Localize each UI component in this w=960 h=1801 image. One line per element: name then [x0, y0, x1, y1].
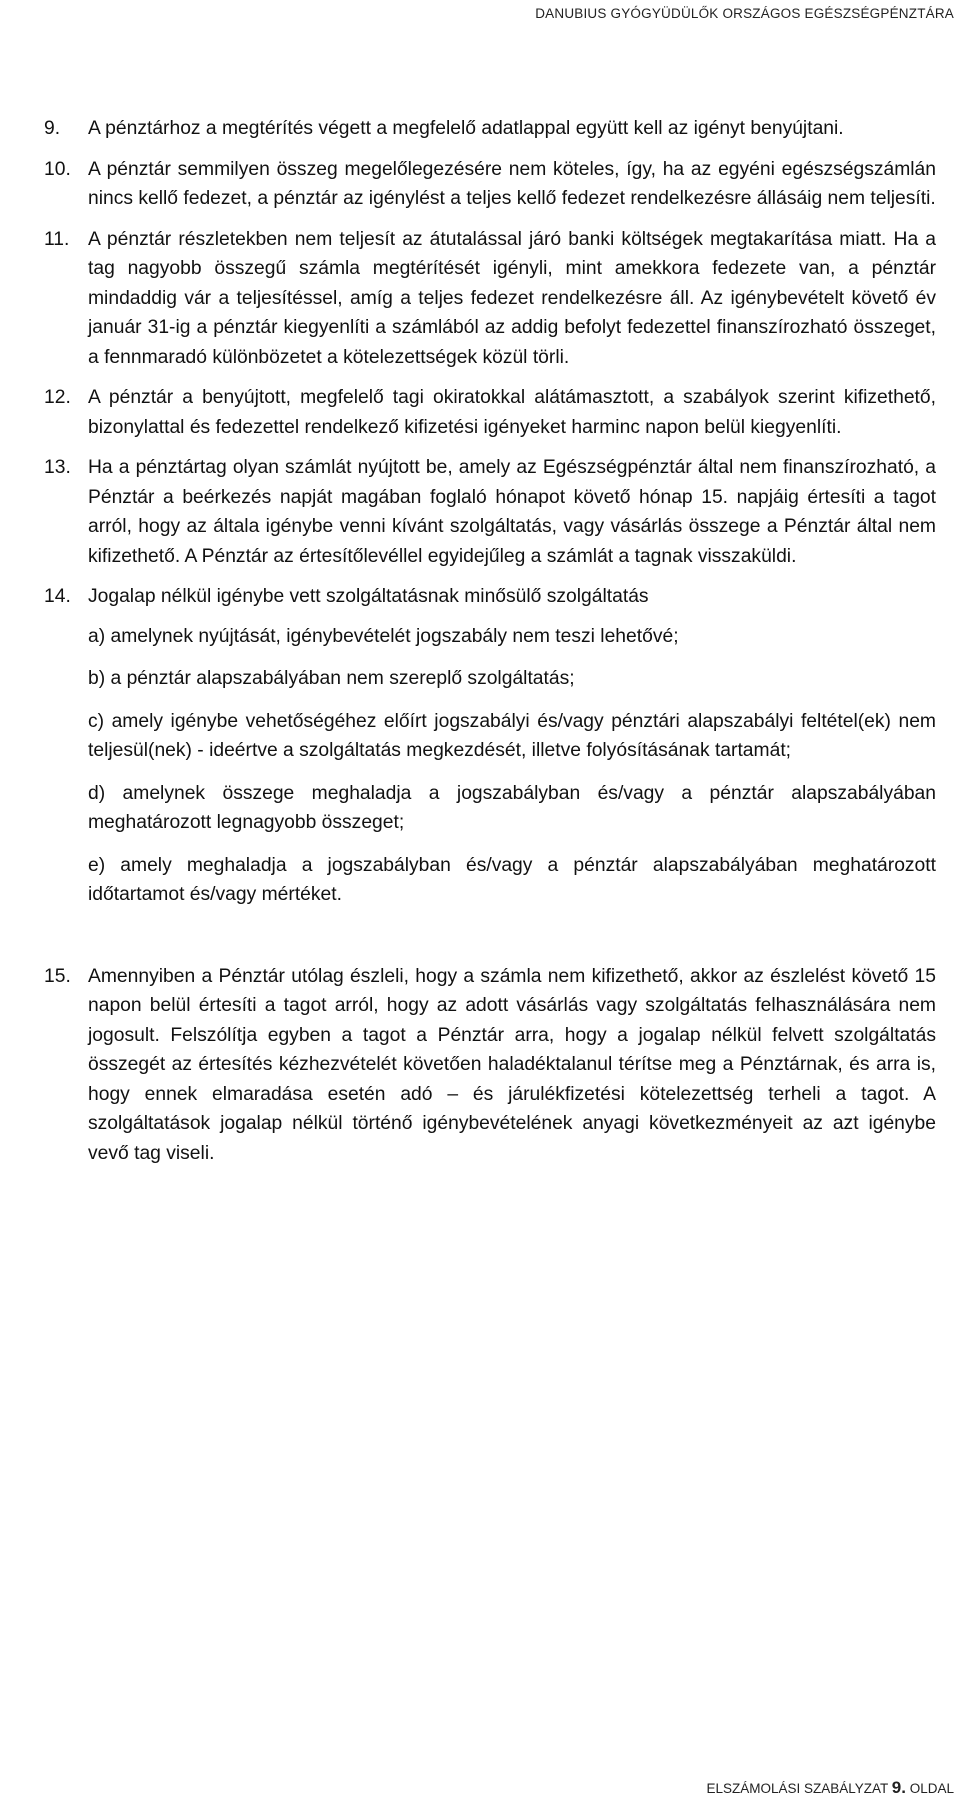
list-item: [44, 114, 936, 144]
sub-item: d) amelynek összege meghaladja a jogszabályban és/vagy a pénztár alapszabályában meghatározott legnagyobb összeget;: [88, 782, 936, 833]
item-text: A pénztár semmilyen összeg megelőlegezésére nem köteles, így, ha az egyéni egészségszámlán nincs kellő fedezet, a pénztár az igénylést a teljes kellő fedezet rendelkezésre állásáig nem teljesíti.: [88, 158, 936, 209]
sub-item: e) amely meghaladja a jogszabályban és/vagy a pénztár alapszabályában meghatározott időtartamot és/vagy mértéket.: [88, 854, 936, 905]
list-item: [44, 383, 936, 442]
item-number: 13.: [44, 457, 71, 478]
item-text: A pénztár a benyújtott, megfelelő tagi okiratokkal alátámasztott, a szabályok szerint kifizethető, bizonylattal és fedezettel rendelkező kifizetési igényeket harminc napon belül kiegyenlíti.: [88, 387, 936, 438]
page-footer: [706, 1778, 954, 1798]
sub-item: b) a pénztár alapszabályában nem szereplő szolgáltatás;: [88, 668, 575, 689]
item-body: [88, 582, 936, 923]
item-number: 15.: [44, 965, 71, 987]
footer-suffix: OLDAL: [909, 1781, 954, 1796]
list-item: [44, 582, 936, 923]
list-item: [44, 155, 936, 214]
item-number: 9.: [44, 118, 61, 139]
item-text: A pénztárhoz a megtérítés végett a megfelelő adatlappal együtt kell az igényt benyújtani.: [88, 118, 844, 139]
document-body: [44, 114, 936, 1179]
item-text: Ha a pénztártag olyan számlát nyújtott be, amely az Egészségpénztár által nem finanszírozható, a Pénztár a beérkezés napját magában foglaló hónapot követő hónap 15. napjáig értesíti a tagot arról, hogy az általa igénybe venni kívánt szolgáltatás, vagy vásárlás összege a Pénztár által nem kifizethető. A Pénztár az értesítőlevéllel egyidejűleg a számlát a tagnak visszaküldi.: [88, 457, 936, 567]
item-text: Jogalap nélkül igénybe vett szolgáltatásnak minősülő szolgáltatás: [88, 586, 649, 607]
item-text: Amennyiben a Pénztár utólag észleli, hogy a számla nem kifizethető, akkor az észlelést követő 15 napon belül értesíti a tagot arról, hogy az adott vásárlás vagy szolgáltatás felhasználására nem jogosult. Felszólítja egyben a tagot a Pénztár arra, hogy a jogalap nélkül felvett szolgáltatás összegét az értesítés kézhezvételét követően haladéktalanul térítse meg a Pénztárnak, és arra is, hogy ennek elmaradása esetén adó – és járulékfizetési kötelezettség terheli a tagot. A szolgáltatások jogalap nélkül történő igénybevételének anyagi következményeit az azt igénybe vevő tag viseli.: [88, 965, 936, 1164]
page-number: 9.: [891, 1778, 906, 1797]
list-item: [44, 225, 936, 373]
page-header: DANUBIUS GYÓGYÜDÜLŐK ORSZÁGOS EGÉSZSÉGPÉNZTÁRA: [535, 6, 954, 21]
footer-label: ELSZÁMOLÁSI SZABÁLYZAT: [706, 1781, 888, 1796]
spacer: [44, 934, 936, 962]
item-number: 10.: [44, 158, 71, 180]
item-number: 11.: [44, 228, 70, 250]
sub-item: c) amely igénybe vehetőségéhez előírt jogszabályi és/vagy pénztári alapszabályi feltétel(ek) nem teljesül(nek) - ideértve a szolgáltatás megkezdését, illetve folyósításának tartamát;: [88, 710, 936, 761]
item-number: 14.: [44, 586, 71, 607]
item-number: 12.: [44, 387, 71, 408]
list-item: [44, 962, 936, 1169]
list-item: [44, 453, 936, 571]
sub-item: a) amelynek nyújtását, igénybevételét jogszabály nem teszi lehetővé;: [88, 625, 679, 647]
item-text: A pénztár részletekben nem teljesít az átutalással járó banki költségek megtakarítása miatt. Ha a tag nagyobb összegű számla megtérítését igényli, mint amekkora fedezete van, a pénztár mindaddig vár a teljesítéssel, amíg a teljes fedezet rendelkezésre áll. Az igénybevételt követő év január 31-ig a pénztár kiegyenlíti a számlából az addig befolyt fedezettel finanszírozható összeget, a fennmaradó különbözetet a kötelezettségek közül törli.: [88, 228, 936, 368]
